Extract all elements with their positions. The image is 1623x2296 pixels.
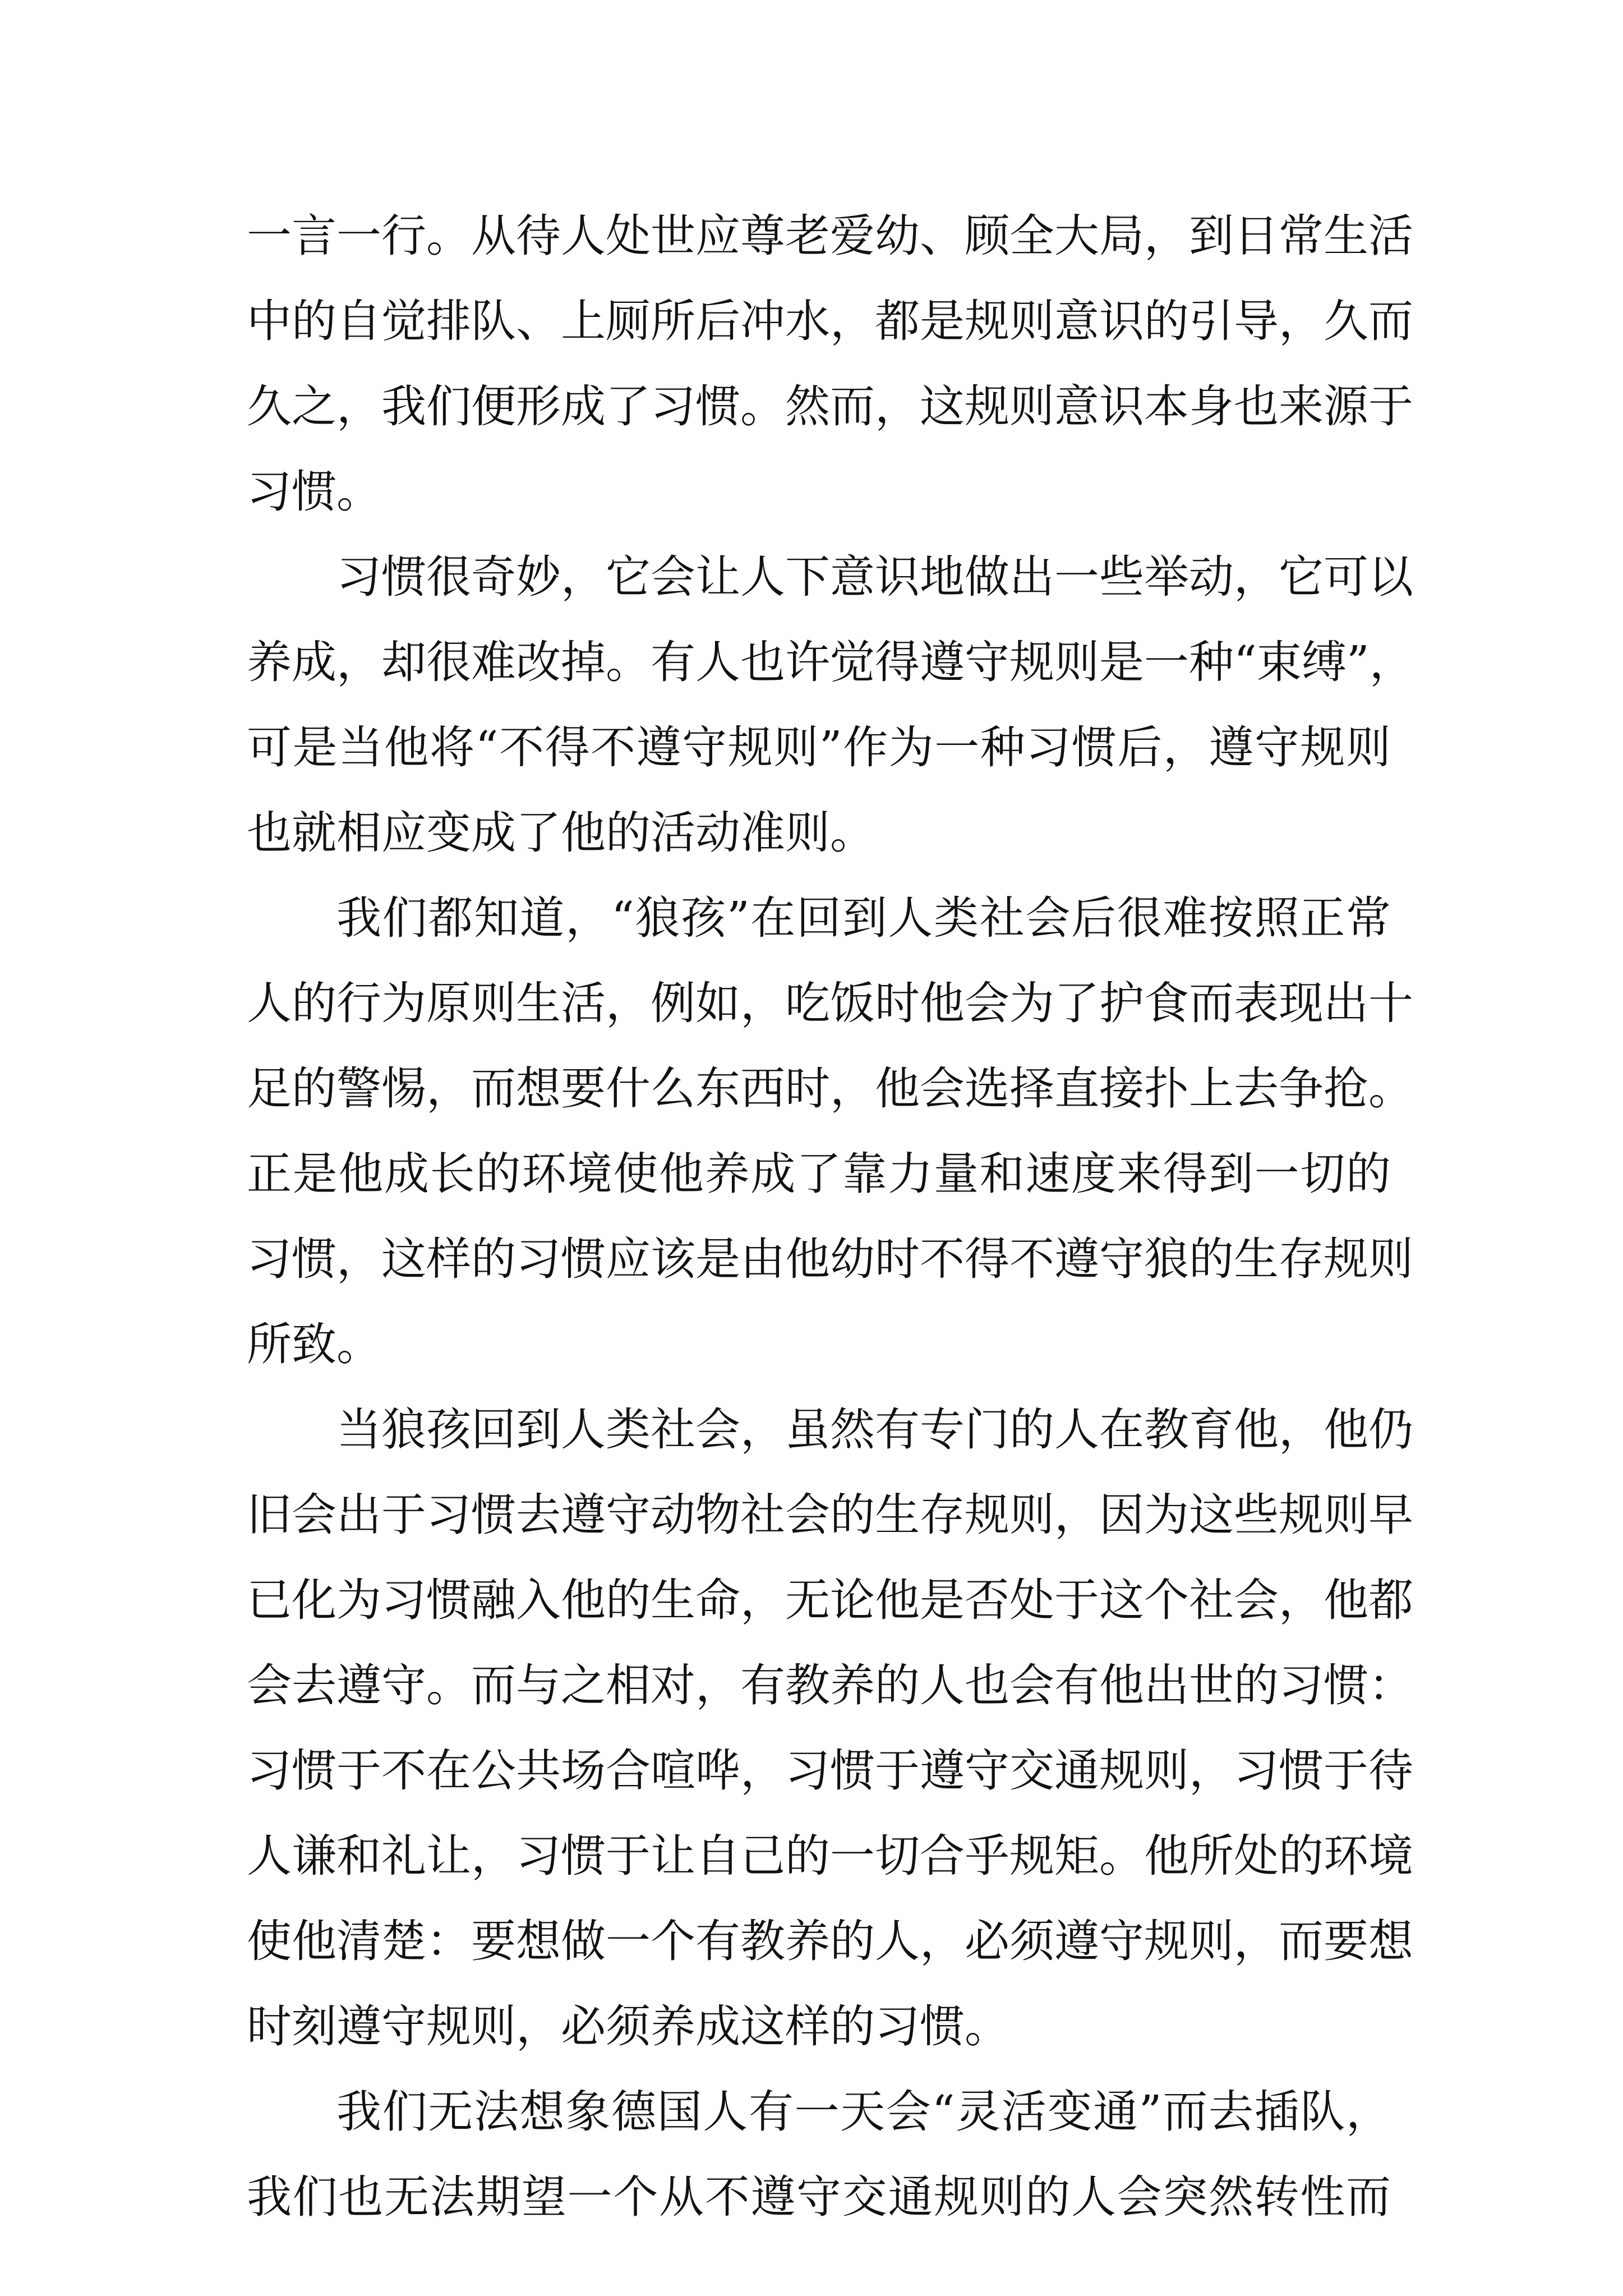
text-line: 足的警惕，而想要什么东西时，他会选择直接扑上去争抢。	[247, 1062, 1413, 1115]
text-line: 我们都知道，“狼孩”在回到人类社会后很难按照正常	[336, 892, 1391, 944]
text-line: 久之，我们便形成了习惯。然而，这规则意识本身也来源于	[247, 380, 1413, 432]
text-line: 使他清楚：要想做一个有教养的人，必须遵守规则，而要想	[247, 1915, 1413, 1967]
text-line: 可是当他将“不得不遵守规则”作为一种习惯后，遵守规则	[247, 721, 1391, 774]
text-line: 一言一行。从待人处世应尊老爱幼、顾全大局，到日常生活	[247, 210, 1413, 262]
text-line: 中的自觉排队、上厕所后冲水，都是规则意识的引导，久而	[247, 295, 1413, 347]
text-line: 会去遵守。而与之相对，有教养的人也会有他出世的习惯：	[247, 1659, 1413, 1711]
text-line: 习惯于不在公共场合喧哗，习惯于遵守交通规则，习惯于待	[247, 1745, 1413, 1797]
text-line: 习惯很奇妙，它会让人下意识地做出一些举动，它可以	[336, 551, 1413, 603]
text-line: 人的行为原则生活，例如，吃饭时他会为了护食而表现出十	[247, 977, 1413, 1029]
text-line: 养成，却很难改掉。有人也许觉得遵守规则是一种“束缚”，	[247, 636, 1414, 688]
text-line: 已化为习惯融入他的生命，无论他是否处于这个社会，他都	[247, 1574, 1413, 1626]
text-line: 旧会出于习惯去遵守动物社会的生存规则，因为这些规则早	[247, 1489, 1413, 1541]
text-line: 时刻遵守规则，必须养成这样的习惯。	[247, 2000, 1009, 2053]
text-line: 我们也无法期望一个从不遵守交通规则的人会突然转性而	[247, 2171, 1391, 2223]
text-line: 所致。	[247, 1318, 381, 1370]
text-line: 正是他成长的环境使他养成了靠力量和速度来得到一切的	[247, 1148, 1391, 1200]
text-line: 当狼孩回到人类社会，虽然有专门的人在教育他，他仍	[336, 1404, 1413, 1456]
text-line: 人谦和礼让，习惯于让自己的一切合乎规矩。他所处的环境	[247, 1830, 1413, 1882]
text-line: 习惯，这样的习惯应该是由他幼时不得不遵守狼的生存规则	[247, 1233, 1413, 1285]
text-line: 习惯。	[247, 466, 381, 518]
text-line: 也就相应变成了他的活动准则。	[247, 807, 875, 859]
text-line: 我们无法想象德国人有一天会“灵活变通”而去插队，	[336, 2086, 1391, 2138]
